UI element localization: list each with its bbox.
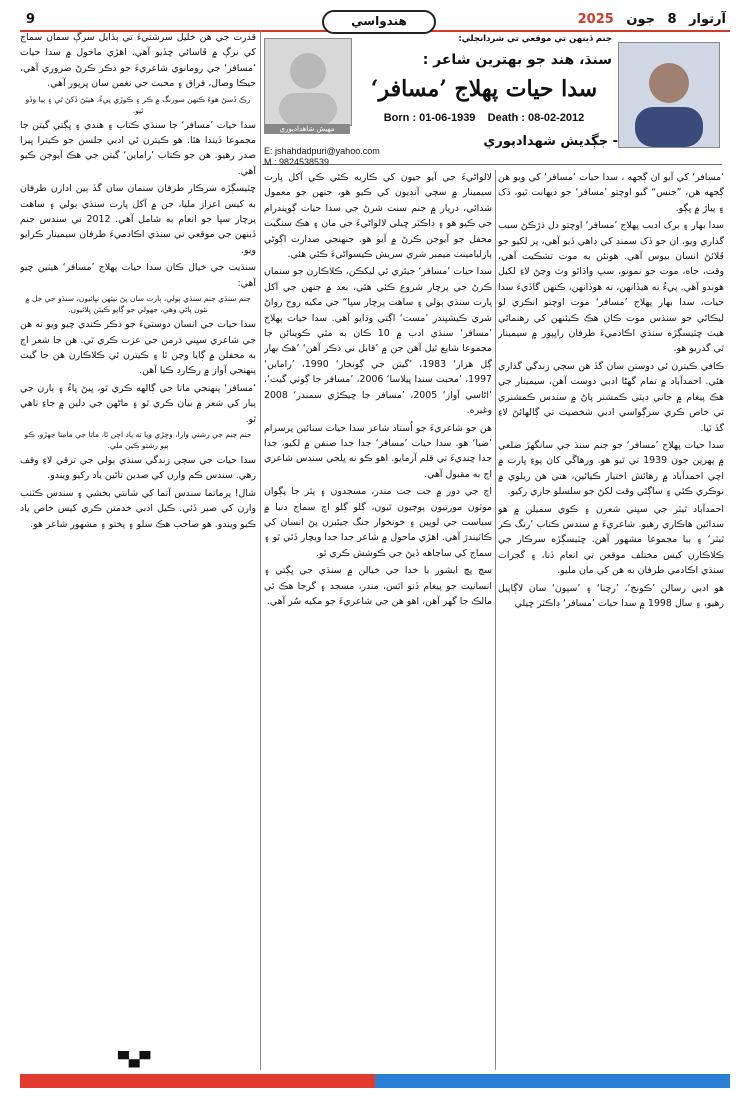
header-month: جون (626, 12, 655, 27)
header-day: آرتوار (689, 12, 726, 27)
portrait-icon (265, 39, 351, 125)
end-ornament-icon: ▀▄▀ (118, 1052, 151, 1068)
article-column-middle (264, 170, 492, 1072)
header-year: 2025 (577, 12, 614, 27)
author-photo (618, 42, 720, 148)
feature-kicker: جنم ڏينهن تي موقعي تي شردانجلي: (458, 34, 612, 44)
header-date (570, 12, 726, 27)
page-number: 9 (26, 12, 36, 27)
poem-couplet: جنم سنڌي جنم سنڌي ٻولي، ٻارت سان پڻ نيئهن نڀائيون، سنڌو جي جل ۾ نئون پاڻي وهي، جهولي جو ڳايو ڪيئن ڀلائيون. (25, 294, 251, 315)
page-footer (20, 1074, 730, 1088)
portrait-icon (619, 43, 719, 147)
article-column-right (498, 170, 724, 1072)
paragraph: ’مسافر‘ کي آيو ان ڳجهه ، سدا حيات ’مسافر‘ کي ويو هن ڳجهه هن، ”جنس“ گيو اوچتو ’مسافر‘ جو ديهانت ٿيو، ڏک ۽ پياڙ ۾ ڀڳو. (498, 172, 724, 214)
paragraph: هن جو شاعريءَ جو اُستاد شاعر سدا حيات سنائين پرسرام ’ضيا‘ هو. سدا حيات ’مسافر‘ جدا جدا صنفن ۾ لکيو، جدا جدا ڇنديءَ تي قلم آزمايو. اهو ڪو نه ڀلجي سندس شاعري اڄ به مقبول آهي. (264, 422, 492, 480)
header-date-number: 8 (667, 12, 677, 27)
poet-name: سدا حيات پهلاج ’مسافر‘ (370, 76, 598, 102)
article-column-left (20, 30, 256, 1074)
death-date: Death : 08-02-2012 (487, 112, 585, 124)
poem-couplet: جنم جنم جي رشتي وارا، وڇڙي ويا ته ياد اچن ٿا، ماتا جي مامتا جهڙو، ڪو ٻيو رشتو ڪين ملي. (24, 429, 252, 450)
poet-photo (264, 38, 352, 126)
author-name: - جڳديش شهدادپوري (483, 134, 618, 149)
paragraph: ’مسافر‘ پنهنجي ماتا جي ڳالهه ڪري ٿو، ڀيڻ ڀاءُ ۽ ٻارن جي پيار کي شعر ۾ بيان ڪري ٿو ۽ ماڻهن جي دلين ۾ جاءِ ٺاهي ٿو. (20, 382, 256, 425)
paragraph: سدا حيات پهلاج ’مسافر‘ جو جنم سنڌ جي سانگهڙ ضلعي ۾ پهرين جون 1939 تي ٿيو هو. ورهاڱي کان پوءِ ڀارت ۾ اچي احمدآباد ۾ رهائش اختيار ڪيائين، هتي هن ريلوي ۾ نوڪري ڪئي ۽ ساڳئي وقت لکڻ جو سلسلو جاري رکيو. (498, 439, 724, 498)
paragraph: هو ادبي رسالن ’ڪونج‘، ’رچنا‘ ۽ ’سپون‘ سان لاڳاپيل رهيو، ۽ سال 1998 ۾ سدا حيات ’مسافر‘ ڊاڪٽر ڇيلي (498, 582, 724, 609)
paragraph: سچ پچ ايشور يا خدا جي خيالن ۾ سنڌي جي ڀڳتي ۽ انسانيت جو پيغام ڏنو اٿس، مندر، مسجد ۽ گرجا هڪ ئي مالڪ جا گهر آهن، اهو هن جي شاعريءَ جو مکيه سُر آهي. (264, 565, 492, 607)
page-header (20, 10, 730, 32)
paragraph: سدا حيات جي انسان دوستيءَ جو ذڪر ڪندي چيو ويو ته هن جي شاعري سڀني ڌرمن جي عزت ڪري ٿي. هن جا شعر اڄ به محفلن ۾ ڳايا وڃن ٿا ۽ ڪيترن ئي ڪلاڪارن هن جا گيت پنهنجي آواز ۾ رڪارڊ ڪيا آهن. (20, 319, 256, 377)
column-divider (495, 170, 496, 1070)
author-contact (264, 146, 380, 168)
author-mobile: M : 9824538539 (264, 157, 330, 167)
life-dates (356, 112, 612, 124)
paragraph: سدا حيات ’مسافر‘ جيئري ئي ليکڪن، ڪلاڪارن جو سنمان ڪرڻ جي پرچار شروع ڪئي هئي، بعد ۾ جنهن جي آکل ڀارت سنڌي ٻولي ۽ ساهت پرچار سڀا“ جي مکيه روح رواڻ شري ڪيشڀندر ’مست‘ اڳتي وڌايو آهي. سدا حيات پهلاج ’مسافر‘ سنڌي ادب ۾ 10 ڪان به مٿي ڪوينائن جا مجموعا شايع ٿيل آهن جن ۾ ’قابل ني ذڪر آهن‘ ’هڪ بهار ڳل هزار‘ 1983، ’گيتن جي ڳونجار‘ 1990، ’راماين‘ 1997، ’محبت سندا ڀيلاسا‘ 2006، ’مسافر جا ڳوٺي گيت‘، ’اڻاسي آواز‘ 2005، ’مسافر جا ڇيڪڙي سمندر‘ 2008 وغيره. (264, 266, 492, 417)
column-divider (260, 30, 261, 1070)
paragraph: سنڌيت جي خيال ڪان سدا حيات پهلاج ’مسافر‘ هيٺين چيو آهي: (20, 262, 256, 289)
footer-bar-blue (375, 1074, 730, 1088)
newspaper-masthead: هندواسي (322, 10, 436, 34)
paragraph: اچ جي دور ۾ جت جت مندر، مسجدون ۽ پٿر جا پڳوان موٽون مورتيون پوڄيون ٿيون، ڳلو ڳلو اچ سماج دنيا ۾ سياست جي لوڀين ۽ خونخوار جنگ جيئبرن پڻ انسان کي ڪاٽيندڙ آهي. اهڙي ماحول ۾ شاعر جدا جدا ويچار ڏئي ٿو ۽ سماج کي ساڃاهه ڏيڻ جي ڪوشش ڪري ٿو. (264, 486, 492, 559)
feature-header (262, 30, 722, 165)
paragraph: ڪافي ڪيترن ئي دوستن سان گڏ هن سڄي زندگي گذاري هئي. احمدآباد ۾ تمام گهڻا ادبي دوست آهن، سيمينار جي هڪ پيغام ۾ جاني ڊپٽي ڪمشنر پاڻ ۾ سندس ڪمشنري تي خاص ڪري سرڳواسي ادبي شخصيت تي ڳالهائڻ لاءِ گڏ ٿيا. (498, 360, 724, 434)
feature-title: سنڌ، هند جو بهترين شاعر : (422, 52, 612, 68)
footer-bar-red (20, 1074, 375, 1088)
photo-caption: مهيش شاهدادپوري (264, 124, 350, 134)
born-date: Born : 01-06-1939 (383, 112, 476, 124)
paragraph: احمدآباد ٿيٽر جي سڀني شعرن ۽ ڪوي سميلن ۾ هو سدائين هاڪاري رهيو. شاعريءَ ۾ سندس ڪتاب ’رنگ ڪر ٿيٽر‘ ۽ ٻيا مجموعا مشهور آهن. ڇٽيسڳڙه سرڪار جي ڪلاڪارن کيس مختلف موقعن تي انعام ڏنا، ۽ گجرات سنڌي اڪادمي طرفان به هن کي مان مليو. (498, 503, 724, 577)
poem-couplet: رڪ ڏسڻ هوءَ ڪنهن سورنگ ۾ ڪر ۽ ڪوڙي پيءُ، هيئڻ ڏکڻ ٿي ۽ ٻيا وڏو ٿيو. (25, 94, 251, 115)
paragraph: قدرت جي هن خليل سرشتيءَ تي ٻڌايل سرڳ سمان سماج کي نرڳ ۾ ڦاسائي ڇڏيو آهي. اهڙي ماحول ۾ سدا حيات ’مسافر‘ جي رومانوي شاعريءَ جو ذڪر ڪرڻ ضروري آهي، جيڪا وصال، فراق ۽ محبت جي نغمن سان ڀرپور آهي. (20, 32, 256, 90)
paragraph: سدا بهار ۽ برک اديب پهلاج ’مسافر‘ اوچتو دل ڌڙڪڻ سبب گذاري ويو، ان جو ڏک سمنڊ کي ڊاهي ڏيو آهي، پر لکيو جو ڦلائڻ انسان بيوس آهي. هونئن به موت تشڪيت آهي، وقت، جاه، موت جو نمونو، سڀ واڌائو وٽ وڃڻ لاءِ لکيل هوندو آهي. پيءُ نه هيڏانهن، نه هوڏانهن، ڪنهن گاڏيءَ سدا حيات، سدا بهار پهلاج ’مسافر‘ موت اوچتو انڪري لو ليڪائي جو سنڌس موت ڪان هڪ ڪيئنهن کي رهنمائي هيٺ ڇٽيسڳڙه سنڌي اڪادميءَ طرفان راڀپور ۾ سيمينار ٿي گذريو هو. (498, 220, 724, 355)
paragraph: شال! پرماتما سندس آتما کي شانتي بخشي ۽ سندس ڪٽنب وارن کي صبر ڏئي. ڪيل ادبي خدمتن ڪري کيس خاص ياد ڪيو ويندو. هو صاحب هڪ سلو ۽ پختو ۽ مشهور شاعر هو. (20, 487, 256, 530)
paragraph: سدا حيات ’مسافر‘ جا سنڌي ڪتاب ۽ هندي ۽ ڀڳتي گيتن جا مجموعا ڏيندا هئا. هو ڪيترن ئي ادبي جلسن جو ڪيترا ڀيرا صدر رهيو. هن جو ڪتاب ’راماين‘ گيتن جي هڪ آيوجن ڪيو آهي. (20, 119, 256, 177)
paragraph: سدا حيات جي سڄي زندگي سنڌي ٻولي جي ترقي لاءِ وقف رهي. سندس ڪم وارن کي صدين تائين ياد رکيو ويندو. (20, 454, 256, 482)
paragraph: لالواڻيءَ جي آيو جيون کي ڪاريه ڪئي ڪي آکل پارت سيمينار ۾ سڄي آنڊيون کي ڪيو هو، جنهن جو معمول شدائي، درپار ۾ جنم سنت شرڻ جي سدا حيات ڳوپندرام جي ڪيو هو ۽ ڊاڪٽر ڇيلي لالواڻيءَ جي مان ۽ هڪ سنگيت محفل جو آيوجن ڪرڻ ۾ آيو هو. جنهنجي صدارت اڳوڻي پارليامينٽ ميمبر شري سريش ڪيسواڻيءَ ڪئي هئي. (264, 172, 492, 261)
paragraph: ڇٽيسڳڙه سرڪار طرفان سنمان سان گڏ ٻين ادارن طرفان به کيس اعزاز مليا، جن ۾ آکل ڀارت سنڌي ٻولي ۽ ساهت پرچار سڀا جو انعام به شامل آهي. 2012 تي سندس جنم ڏينهن جي موقعي تي سنڌي اڪادميءَ طرفان سيمينار ڪرايو ويو. (20, 183, 256, 256)
author-email: E: jshahdadpuri@yahoo.com (264, 146, 380, 156)
